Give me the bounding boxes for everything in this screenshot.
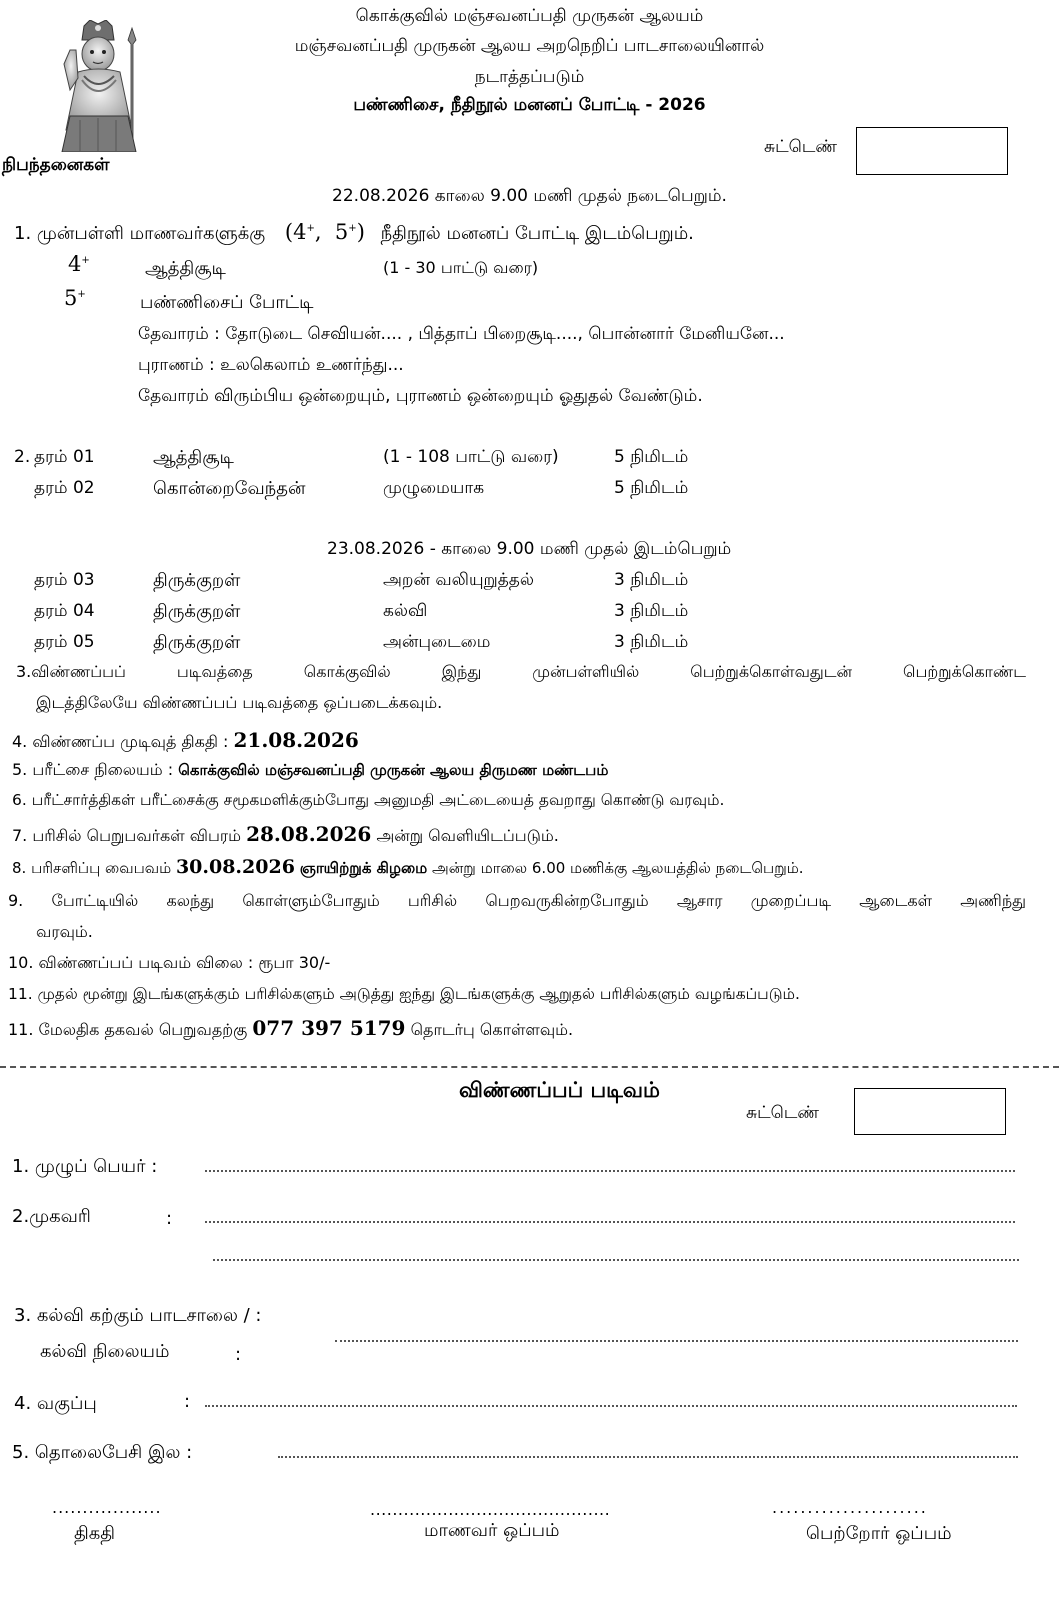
date-label: திகதி	[74, 1523, 116, 1544]
grade-03-time: 3 நிமிடம்	[614, 570, 689, 590]
school-label: 3. கல்வி கற்கும் பாடசாலை / :	[14, 1305, 262, 1326]
pre5-puranam: புராணம் : உலகெலாம் உணர்ந்து...	[138, 355, 404, 375]
item-8-date: 30.08.2026	[175, 856, 295, 878]
item-8	[12, 856, 804, 879]
item-1-post: நீதிநூல் மனனப் போட்டி இடம்பெறும்.	[380, 223, 694, 244]
item-4	[12, 728, 359, 753]
grade-02-subject: கொன்றைவேந்தன்	[153, 478, 306, 499]
item-1: 1. முன்பள்ளி மாணவர்களுக்கு (4+, 5+) நீதிநூல் மனனப் போட்டி இடம்பெறும்.	[14, 220, 694, 244]
pre5-note: தேவாரம் விரும்பிய ஒன்றையும், புராணம் ஒன்றையும் ஓதுதல் வேண்டும்.	[138, 386, 703, 406]
day2-schedule: 23.08.2026 - காலை 9.00 மணி முதல் இடம்பெறும்	[327, 539, 732, 559]
grade-01: தரம் 01	[34, 447, 95, 467]
item-1-sup4: +	[306, 223, 315, 234]
item-2-number: 2.	[14, 447, 31, 467]
item-5	[12, 760, 608, 781]
school-label-2: கல்வி நிலையம்	[40, 1341, 170, 1362]
date-sign-line[interactable]: ..................	[52, 1498, 162, 1517]
item-1-grade5: 5	[334, 220, 349, 244]
item-1-pre: முன்பள்ளி மாணவர்களுக்கு	[36, 223, 266, 244]
phone-label: 5. தொலைபேசி இல :	[12, 1442, 193, 1463]
grade-03: தரம் 03	[34, 570, 95, 590]
pre5-subject: பண்ணிசைப் போட்டி	[140, 292, 314, 313]
grade-03-subject: திருக்குறள்	[153, 570, 241, 591]
item-11b-post: தொடர்பு கொள்ளவும்.	[410, 1020, 574, 1039]
index-label: சுட்டெண்	[764, 137, 838, 157]
grade-05-part: அன்புடைமை	[383, 632, 491, 652]
organized-by: நடாத்தப்படும்	[474, 67, 585, 87]
grade-05: தரம் 05	[34, 632, 95, 652]
item-8-pre: 8. பரிசளிப்பு வைபவம்	[12, 859, 172, 877]
grade-04-time: 3 நிமிடம்	[614, 601, 689, 621]
item-10: 10. விண்ணப்பப் படிவம் விலை : ரூபா 30/-	[8, 953, 331, 972]
school-name: மஞ்சவனப்பதி முருகன் ஆலய அறநெறிப் பாடசாலையினால்	[294, 36, 765, 56]
parent-signature-label: பெற்றோர் ஒப்பம்	[806, 1523, 952, 1544]
class-label: 4. வகுப்பு	[14, 1393, 97, 1414]
class-field[interactable]	[205, 1405, 1017, 1407]
item-11b	[8, 1016, 573, 1041]
item-7	[12, 822, 559, 847]
address-field-line1[interactable]	[205, 1221, 1015, 1223]
grade-01-subject: ஆத்திசூடி	[153, 447, 234, 468]
item-11b-pre: 11. மேலதிக தகவல் பெறுவதற்கு	[8, 1020, 248, 1039]
cut-line	[0, 1066, 1059, 1068]
address-label: 2.முகவரி	[12, 1206, 91, 1227]
student-signature-label: மாணவர் ஒப்பம்	[424, 1520, 560, 1541]
name-label: 1. முழுப் பெயர் :	[12, 1156, 158, 1177]
item-7-pre: 7. பரிசில் பெறுபவர்கள் விபரம்	[12, 826, 241, 845]
grade-05-time: 3 நிமிடம்	[614, 632, 689, 652]
grade-02-time: 5 நிமிடம்	[614, 478, 689, 498]
grade-01-part: (1 - 108 பாட்டு வரை)	[383, 447, 559, 467]
school-colon: :	[235, 1344, 242, 1365]
item-1-sup5: +	[348, 223, 357, 234]
form-title: விண்ணப்பப் படிவம்	[459, 1078, 660, 1102]
item-8-day: ஞாயிற்றுக் கிழமை	[299, 859, 428, 877]
temple-name: கொக்குவில் மஞ்சவனப்பதி முருகன் ஆலயம்	[355, 6, 704, 26]
class-colon: :	[184, 1391, 191, 1412]
pre5-grade: 5+	[64, 286, 86, 310]
pre5-thevaram: தேவாரம் : தோடுடை செவியன்.... , பித்தாப் பிறைசூடி...., பொன்னார் மேனியனே...	[138, 324, 785, 344]
item-11b-phone: 077 397 5179	[252, 1016, 406, 1040]
form-index-box[interactable]	[854, 1088, 1006, 1135]
name-field[interactable]	[205, 1170, 1015, 1172]
item-4-label: 4. விண்ணப்ப முடிவுத் திகதி :	[12, 732, 229, 751]
grade-02: தரம் 02	[34, 478, 95, 498]
day1-schedule: 22.08.2026 காலை 9.00 மணி முதல் நடைபெறும்.	[332, 186, 727, 206]
item-9-line1: 9. போட்டியில் கலந்து கொள்ளும்போதும் பரிசில் பெறவருகின்றபோதும் ஆசார முறைப்படி ஆடைகள் அணிந்து	[8, 891, 1026, 910]
pre4-subject: ஆத்திசூடி	[145, 258, 226, 279]
form-index-label: சுட்டெண்	[746, 1103, 820, 1123]
item-1-grade4: 4	[293, 220, 307, 244]
item-8-post: அன்று மாலை 6.00 மணிக்கு ஆலயத்தில் நடைபெறும்.	[432, 859, 804, 877]
item-3-line2: இடத்திலேயே விண்ணப்பப் படிவத்தை ஒப்படைக்கவும்.	[36, 693, 443, 712]
item-6: 6. பரீட்சார்த்திகள் பரீட்சைக்கு சமூகமளிக்கும்போது அனுமதி அட்டையைத் தவறாது கொண்டு வரவும்.	[12, 791, 725, 809]
item-7-date: 28.08.2026	[246, 822, 372, 846]
item-9-line2: வரவும்.	[36, 922, 93, 941]
item-7-post: அன்று வெளியிடப்படும்.	[376, 826, 559, 845]
student-sign-line[interactable]: ...........................................	[370, 1500, 611, 1519]
address-field-line2[interactable]	[213, 1259, 1019, 1261]
item-5-label: 5. பரீட்சை நிலையம் :	[12, 760, 174, 779]
conditions-title: நிபந்தனைகள்	[2, 155, 110, 175]
grade-02-part: முழுமையாக	[383, 478, 485, 498]
item-3-line1: 3.விண்ணப்பப் படிவத்தை கொக்குவில் இந்து முன்பள்ளியில் பெற்றுக்கொள்வதுடன் பெற்றுக்கொண்ட	[16, 662, 1026, 681]
pre4-grade: 4+	[68, 252, 90, 276]
grade-01-time: 5 நிமிடம்	[614, 447, 689, 467]
item-11a: 11. முதல் மூன்று இடங்களுக்கும் பரிசில்களும் அடுத்து ஐந்து இடங்களுக்கு ஆறுதல் பரிசில்களும் வழங்கப்படும்.	[8, 985, 800, 1003]
item-4-date: 21.08.2026	[233, 728, 359, 752]
grade-03-part: அறன் வலியுறுத்தல்	[383, 570, 534, 590]
address-colon: :	[166, 1208, 173, 1229]
grade-04: தரம் 04	[34, 601, 95, 621]
grade-04-subject: திருக்குறள்	[153, 601, 241, 622]
grade-04-part: கல்வி	[383, 601, 428, 621]
parent-sign-line[interactable]: ......................	[772, 1498, 928, 1517]
index-number-box[interactable]	[856, 127, 1008, 175]
school-field[interactable]	[335, 1340, 1018, 1342]
item-1-number: 1.	[14, 223, 32, 244]
item-5-venue: கொக்குவில் மஞ்சவனப்பதி முருகன் ஆலய திருமண மண்டபம்	[178, 761, 609, 779]
pre4-range: (1 - 30 பாட்டு வரை)	[383, 258, 539, 277]
competition-title: பண்ணிசை, நீதிநூல் மனனப் போட்டி - 2026	[353, 95, 706, 115]
phone-field[interactable]	[278, 1456, 1018, 1458]
grade-05-subject: திருக்குறள்	[153, 632, 241, 653]
